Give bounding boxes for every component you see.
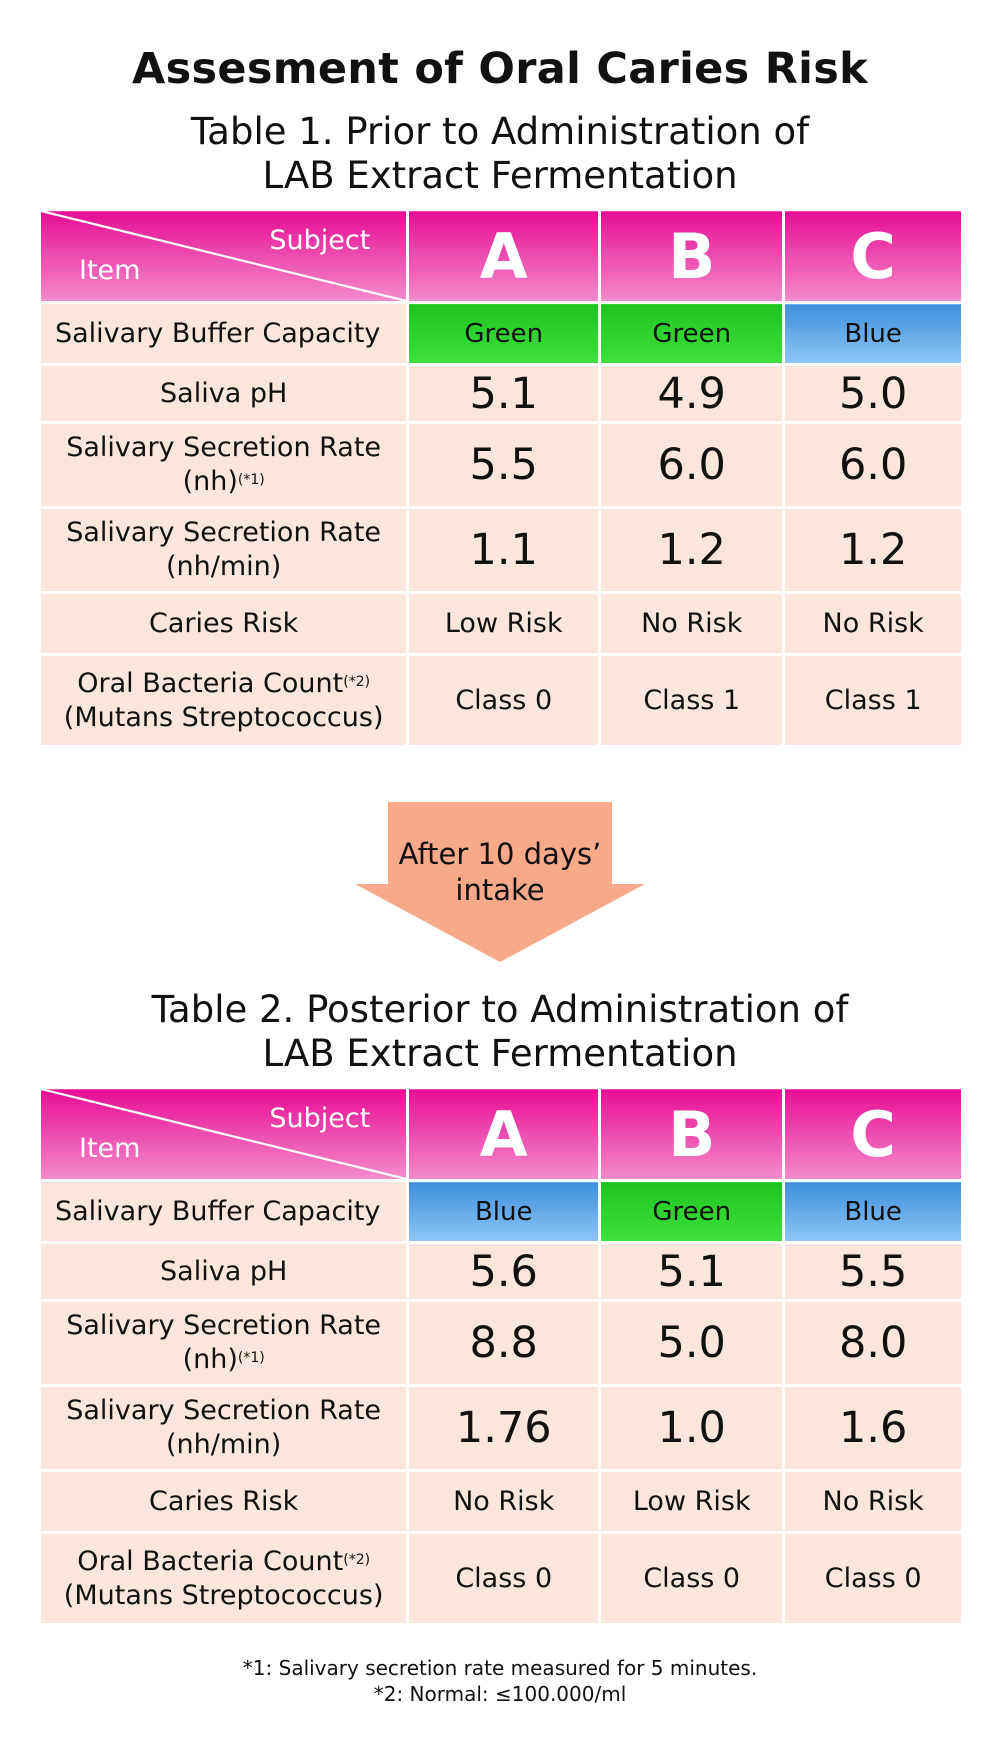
arrow-label-line1: After 10 days’ <box>398 837 602 871</box>
row-label-secretion <box>40 1301 408 1386</box>
subject-a-header: A <box>408 1088 600 1181</box>
table1-title-line2: LAB Extract Fermentation <box>262 154 738 197</box>
ph-cell-b: 4.9 <box>600 365 784 423</box>
secretion-min-cell-c: 1.6 <box>784 1386 963 1471</box>
bacteria-cell-c: Class 1 <box>784 655 963 747</box>
secretion-cell-a: 8.8 <box>408 1301 600 1386</box>
table-row <box>40 1386 963 1471</box>
secretion-unit: (nh) <box>182 466 238 497</box>
table1-title-line1: Table 1. Prior to Administration of <box>190 110 810 153</box>
secretion-unit: (nh) <box>182 1344 238 1375</box>
subject-b-header: B <box>600 210 784 303</box>
table2-header-row <box>40 1088 963 1181</box>
caries-cell-b: No Risk <box>600 593 784 655</box>
row-label-buffer: Salivary Buffer Capacity <box>40 1181 408 1243</box>
table2-title <box>0 988 1000 1076</box>
buffer-cell-c: Blue <box>784 303 963 365</box>
ph-cell-a: 5.1 <box>408 365 600 423</box>
table-row <box>40 365 963 423</box>
table-row <box>40 655 963 747</box>
secretion-min-label-line1: Salivary Secretion Rate <box>66 1395 382 1426</box>
footnote-ref-1: (*1) <box>237 472 265 488</box>
table2-header-corner <box>40 1088 408 1181</box>
row-label-secretion-min <box>40 508 408 593</box>
buffer-cell-b: Green <box>600 1181 784 1243</box>
ph-cell-b: 5.1 <box>600 1243 784 1301</box>
buffer-cell-a: Green <box>408 303 600 365</box>
subject-c-header: C <box>784 210 963 303</box>
subject-a-header: A <box>408 210 600 303</box>
secretion-label-line1: Salivary Secretion Rate <box>66 432 382 463</box>
bacteria-label: Oral Bacteria Count <box>77 1545 344 1577</box>
table-row <box>40 1243 963 1301</box>
secretion-min-label-line2: (nh/min) <box>166 1429 282 1460</box>
caries-cell-b: Low Risk <box>600 1471 784 1533</box>
bacteria-label: Oral Bacteria Count <box>77 667 344 699</box>
row-label-caries: Caries Risk <box>40 593 408 655</box>
footnote-1: *1: Salivary secretion rate measured for 5 minutes. <box>242 1656 758 1680</box>
table1-header-row <box>40 210 963 303</box>
item-label: Item <box>79 1133 141 1164</box>
ph-cell-c: 5.5 <box>784 1243 963 1301</box>
table-row <box>40 1181 963 1243</box>
buffer-cell-c: Blue <box>784 1181 963 1243</box>
row-label-buffer: Salivary Buffer Capacity <box>40 303 408 365</box>
bacteria-label-line1 <box>41 667 406 701</box>
row-label-secretion <box>40 423 408 508</box>
table1-title <box>0 110 1000 198</box>
caries-cell-a: No Risk <box>408 1471 600 1533</box>
row-label-ph: Saliva pH <box>40 1243 408 1301</box>
bacteria-cell-a: Class 0 <box>408 655 600 747</box>
subject-label: Subject <box>269 225 371 256</box>
caries-cell-c: No Risk <box>784 1471 963 1533</box>
secretion-label-line2 <box>41 1343 406 1377</box>
bacteria-cell-b: Class 0 <box>600 1533 784 1625</box>
bacteria-label-line1 <box>41 1545 406 1579</box>
subject-label: Subject <box>269 1103 371 1134</box>
secretion-min-cell-b: 1.0 <box>600 1386 784 1471</box>
bacteria-label-line2: (Mutans Streptococcus) <box>63 1579 384 1611</box>
secretion-min-cell-c: 1.2 <box>784 508 963 593</box>
table-row <box>40 508 963 593</box>
table-row <box>40 1533 963 1625</box>
buffer-cell-a: Blue <box>408 1181 600 1243</box>
table2 <box>38 1086 964 1626</box>
row-label-bacteria <box>40 655 408 747</box>
footnote-ref-2: (*2) <box>343 1551 371 1568</box>
secretion-min-label-line1: Salivary Secretion Rate <box>66 517 382 548</box>
secretion-min-cell-a: 1.1 <box>408 508 600 593</box>
footnote-ref-1: (*1) <box>237 1350 265 1366</box>
secretion-min-cell-b: 1.2 <box>600 508 784 593</box>
subject-c-header: C <box>784 1088 963 1181</box>
row-label-caries: Caries Risk <box>40 1471 408 1533</box>
bacteria-cell-b: Class 1 <box>600 655 784 747</box>
ph-cell-a: 5.6 <box>408 1243 600 1301</box>
secretion-cell-b: 6.0 <box>600 423 784 508</box>
table-row <box>40 593 963 655</box>
table-row <box>40 303 963 365</box>
table-row <box>40 1301 963 1386</box>
table2-title-line1: Table 2. Posterior to Administration of <box>151 988 849 1031</box>
page-title: Assesment of Oral Caries Risk <box>131 44 869 94</box>
caries-cell-a: Low Risk <box>408 593 600 655</box>
table2-title-line2: LAB Extract Fermentation <box>262 1032 738 1075</box>
bacteria-cell-c: Class 0 <box>784 1533 963 1625</box>
subject-b-header: B <box>600 1088 784 1181</box>
arrow-label-line2: intake <box>455 873 545 907</box>
item-label: Item <box>79 255 141 286</box>
secretion-cell-c: 6.0 <box>784 423 963 508</box>
ph-cell-c: 5.0 <box>784 365 963 423</box>
secretion-cell-b: 5.0 <box>600 1301 784 1386</box>
bacteria-label-line2: (Mutans Streptococcus) <box>63 701 384 733</box>
arrow-label <box>0 836 1000 908</box>
row-label-ph: Saliva pH <box>40 365 408 423</box>
secretion-label-line1: Salivary Secretion Rate <box>66 1310 382 1341</box>
table1-header-corner <box>40 210 408 303</box>
secretion-min-label-line2: (nh/min) <box>166 551 282 582</box>
table1 <box>38 208 964 748</box>
footnote-ref-2: (*2) <box>343 673 371 690</box>
secretion-cell-a: 5.5 <box>408 423 600 508</box>
row-label-secretion-min <box>40 1386 408 1471</box>
table-row <box>40 423 963 508</box>
row-label-bacteria <box>40 1533 408 1625</box>
secretion-min-cell-a: 1.76 <box>408 1386 600 1471</box>
secretion-label-line2 <box>41 465 406 499</box>
buffer-cell-b: Green <box>600 303 784 365</box>
footnote-2: *2: Normal: ≤100.000/ml <box>373 1682 627 1706</box>
bacteria-cell-a: Class 0 <box>408 1533 600 1625</box>
table-row <box>40 1471 963 1533</box>
secretion-cell-c: 8.0 <box>784 1301 963 1386</box>
caries-cell-c: No Risk <box>784 593 963 655</box>
